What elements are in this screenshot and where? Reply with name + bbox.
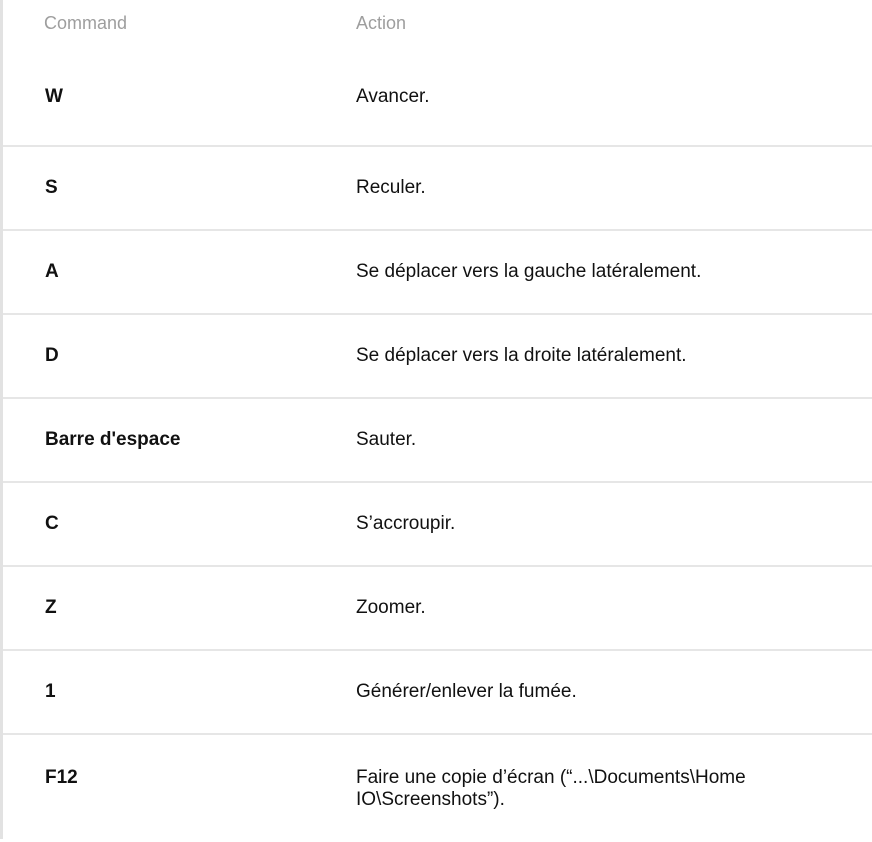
header-command: Command <box>44 13 128 33</box>
action-cell: Reculer. <box>356 177 426 198</box>
command-cell: 1 <box>45 681 56 702</box>
table-row <box>3 734 872 842</box>
action-cell: Avancer. <box>356 85 430 107</box>
table-row <box>3 566 872 650</box>
command-cell: D <box>45 345 59 366</box>
command-cell: Barre d'espace <box>45 429 181 450</box>
action-cell: Générer/enlever la fumée. <box>356 681 577 702</box>
header-action: Action <box>356 13 407 33</box>
table-header <box>3 0 872 48</box>
table-row <box>3 314 872 398</box>
action-cell: Zoomer. <box>356 597 426 618</box>
table-body <box>3 48 872 842</box>
action-cell: Se déplacer vers la gauche latéralement. <box>356 261 702 282</box>
table-row <box>3 146 872 230</box>
command-cell: A <box>45 261 59 282</box>
action-cell: S’accroupir. <box>356 513 456 534</box>
table-header-row <box>3 0 872 48</box>
action-cell: Faire une copie d’écran (“...\Documents\Home IO\Screenshots”). <box>356 767 746 810</box>
command-cell: C <box>45 513 59 534</box>
command-cell: W <box>45 85 63 107</box>
commands-table-wrapper <box>3 0 872 842</box>
table-row <box>3 48 872 146</box>
table-row <box>3 398 872 482</box>
action-cell: Sauter. <box>356 429 417 450</box>
command-cell: F12 <box>45 767 78 788</box>
table-row <box>3 650 872 734</box>
command-cell: S <box>45 177 58 198</box>
command-cell: Z <box>45 597 57 618</box>
commands-table <box>3 0 872 842</box>
table-row <box>3 230 872 314</box>
table-row <box>3 482 872 566</box>
action-cell: Se déplacer vers la droite latéralement. <box>356 345 687 366</box>
